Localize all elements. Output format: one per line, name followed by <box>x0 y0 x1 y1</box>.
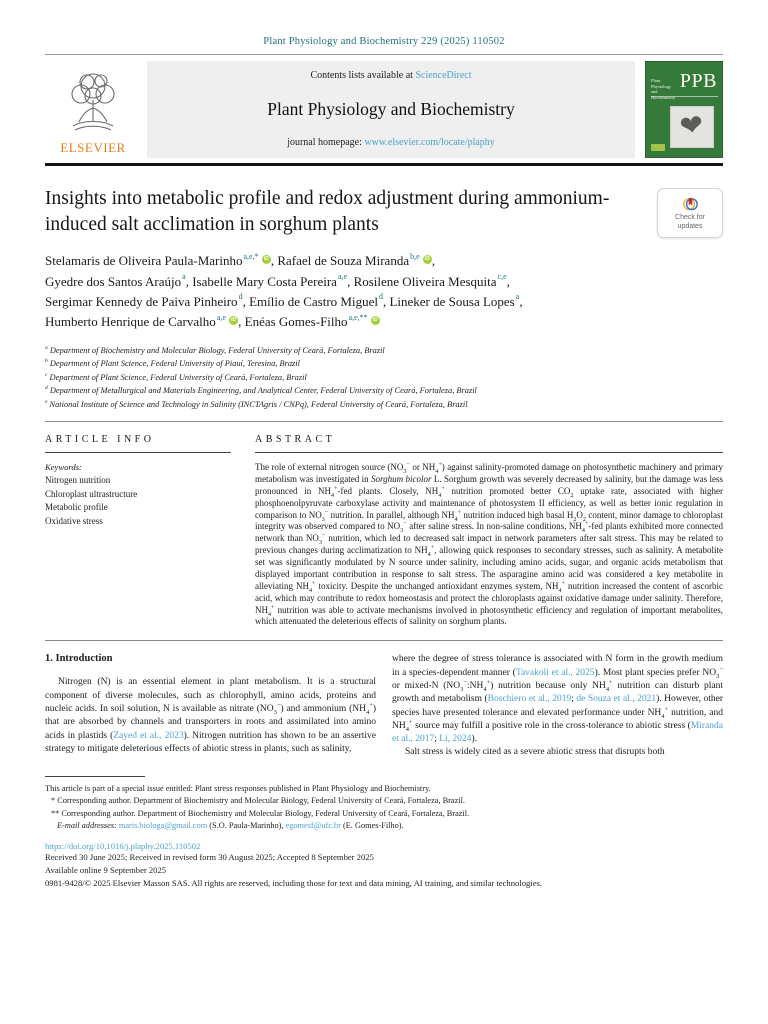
journal-cover <box>645 61 723 158</box>
intro-paragraph: Nitrogen (N) is an essential element in plant metabolism. It is a structural component of diverse molecules, such as chlorophyll, amino acids, proteins and nucleic acids. In soil solution, N is available as nitrate $(NO_3^-)$ and ammonium $(NH_4^+)$ that are absorbed by channels and transporters in roots and assimilated into amino acids in plastids (Zayed et al., 2023). Nitrogen nutrition has shown to be an assertive strategy to mitigate deleterious effects of abiotic stress in plants, such as salinity, <box>45 677 377 754</box>
author-affiliation-sup: a,e,* <box>243 252 259 262</box>
citation-link[interactable]: de Souza et al., 2021 <box>576 694 657 705</box>
doi-block <box>45 841 723 851</box>
doi-link[interactable]: https://doi.org/10.1016/j.plaphy.2025.110502 <box>45 841 201 852</box>
homepage-line <box>153 137 629 148</box>
affiliation-line: $^a$ Department of Biochemistry and Molecular Biology, Federal University of Ceará, Fortaleza, Brazil <box>45 345 385 355</box>
info-abstract-section <box>45 422 723 640</box>
keyword-item: Oxidative stress <box>45 515 103 526</box>
elsevier-tree-icon <box>61 70 125 140</box>
journal-header <box>45 61 723 158</box>
author-affiliation-sup: a,e <box>216 312 226 322</box>
introduction-section <box>45 653 723 759</box>
received-dates: Received 30 June 2025; Received in revised form 30 August 2025; Accepted 8 September 2025 <box>45 852 374 863</box>
citation-link[interactable]: Li, 2024 <box>439 734 472 745</box>
author-name: Rafael de Souza Miranda$^{b,e}$ iD <box>277 252 430 269</box>
author-list: Stelamaris de Oliveira Paula-Marinho$^{a,e,*}$ iD , Rafael de Souza Miranda$^{b,e}$ iD , Gyedre dos Santos Araújo$^a$, Isabelle Mary Costa Pereira$^{a,e}$, Rosilene Oliveira Mesquita$^{c,e}$, Sergimar Kennedy de Paiva Pinheiro$^d$, Emílio de Castro Miguel$^d$, Lineker de Sousa Lopes$^a$, Humberto Henrique de Carvalho$^{a,e}$ iD , Enéas Gomes-Filho$^{a,e,**}$ iD <box>45 252 523 329</box>
author-affiliation-sup: d <box>238 292 243 302</box>
contents-line <box>153 70 629 81</box>
article-info-rule <box>45 452 231 453</box>
email-link[interactable]: egomesf@ufc.br <box>285 821 341 830</box>
author-affiliation-sup: a,e <box>337 272 348 282</box>
email-link[interactable]: maris.biologa@gmail.com <box>118 821 208 830</box>
journal-banner <box>147 61 635 158</box>
author-affiliation-sup: a <box>182 272 186 282</box>
article-info-heading: ARTICLE INFO <box>45 434 155 446</box>
author-name: Sergimar Kennedy de Paiva Pinheiro$^d$ <box>45 292 243 309</box>
journal-title: Plant Physiology and Biochemistry <box>267 98 515 119</box>
corresponding-author-note-2: ** Corresponding author. Department of Biochemistry and Molecular Biology, Federal University of Ceará, Fortaleza, Brazil. <box>51 808 470 818</box>
author-name: Lineker de Sousa Lopes$^a$ <box>389 292 520 309</box>
homepage-prefix: journal homepage: <box>287 137 365 148</box>
homepage-link[interactable]: www.elsevier.com/locate/plaphy <box>364 137 495 148</box>
check-for-updates-label: Check for updates <box>675 214 705 230</box>
check-for-updates-badge[interactable] <box>657 188 723 238</box>
author-affiliation-sup: d <box>378 292 383 302</box>
copyright-line: 0981-9428/© 2025 Elsevier Masson SAS. All rights are reserved, including those for text and data mining, AI training, and similar technologies. <box>45 878 543 889</box>
affiliation-line: $^e$ National Institute of Science and Technology in Salinity (INCTAgris / CNPq), Federal University of Ceará, Fortaleza, Brazil <box>45 398 468 409</box>
top-divider <box>45 54 723 55</box>
intro-paragraph: where the degree of stress tolerance is associated with N form in the growth medium in a species-dependent manner (Tavakoli et al., 2025). Most plant species prefer $NO_3^-$ or mixed-N $(NO_3^-:NH_4^+)$ nutrition because only $NH_4^+$ nutrition can disturb plant growth and metabolism (Boschiero et al., 2019; de Souza et al., 2021). However, other species have presented tolerance and elevated performance under $NH_4^+$ nutrition, and $NH_4^+$ source may fulfill a positive role in the cross-tolerance to abiotic stress (Miranda et al., 2017; Li, 2024). <box>392 654 724 745</box>
author-name: Enéas Gomes-Filho$^{a,e,**}$ iD <box>244 312 378 329</box>
introduction-heading: 1. Introduction <box>45 653 113 665</box>
article-info-column <box>45 434 231 628</box>
available-online: Available online 9 September 2025 <box>45 865 167 876</box>
orcid-icon[interactable]: iD <box>424 256 430 263</box>
footnote-separator <box>45 776 145 777</box>
footnotes <box>45 776 723 833</box>
check-for-updates-icon <box>682 195 699 212</box>
cover-publisher-chip <box>651 144 665 151</box>
sciencedirect-link[interactable]: ScienceDirect <box>415 70 472 81</box>
author-name: Gyedre dos Santos Araújo$^a$ <box>45 272 186 289</box>
intro-left-column <box>45 653 376 759</box>
special-issue-note: This article is part of a special issue entitled: Plant stress responses published in Plant Physiology and Biochemistry. <box>45 783 431 793</box>
author-affiliation-sup: b,e <box>410 252 420 262</box>
affiliation-list <box>45 344 723 411</box>
heart-micrograph-icon: ❤ <box>678 109 706 144</box>
keyword-item: Nitrogen nutrition <box>45 475 111 486</box>
affiliation-line: $^c$ Department of Plant Science, Federal University of Ceará, Fortaleza, Brazil <box>45 371 307 382</box>
keyword-item: Metabolic profile <box>45 502 108 513</box>
orcid-icon[interactable]: iD <box>263 256 269 263</box>
keyword-item: Chloroplast ultrastructure <box>45 488 138 499</box>
cover-micrograph <box>670 106 714 148</box>
header-divider <box>45 163 723 166</box>
journal-reference[interactable]: Plant Physiology and Biochemistry 229 (2025) 110502 <box>263 36 505 47</box>
author-affiliation-sup: a <box>515 292 520 302</box>
abstract-column <box>255 434 723 628</box>
affiliation-line: $^d$ Department of Metallurgical and Materials Engineering, and Analytical Center, Federal University of Ceará, Fortaleza, Brazil <box>45 385 477 396</box>
contents-prefix: Contents lists available at <box>310 70 416 81</box>
orcid-icon[interactable]: iD <box>231 316 237 323</box>
cover-abbreviation: PPB <box>679 70 717 92</box>
elsevier-wordmark: ELSEVIER <box>60 140 126 155</box>
citation-link[interactable]: Boschiero et al., 2019 <box>487 694 572 705</box>
cover-tagline-rule <box>651 96 718 97</box>
abstract-divider <box>45 640 723 641</box>
abstract-heading: ABSTRACT <box>255 434 336 446</box>
article-title: Insights into metabolic profile and redox adjustment during ammonium-induced salt acclimation in sorghum plants <box>45 188 610 235</box>
keyword-list <box>45 474 231 528</box>
email-addresses-note: E-mail addresses: maris.biologa@gmail.com (S.O. Paula-Marinho), egomesf@ufc.br (E. Gomes-Filho). <box>57 821 404 830</box>
author-name: Emílio de Castro Miguel$^d$ <box>249 292 383 309</box>
orcid-icon[interactable]: iD <box>372 316 378 323</box>
author-name: Humberto Henrique de Carvalho$^{a,e}$ iD <box>45 312 237 329</box>
author-name: Isabelle Mary Costa Pereira$^{a,e}$ <box>192 272 348 289</box>
keywords-label: Keywords: <box>45 462 82 473</box>
citation-link[interactable]: Tavakoli et al., 2025 <box>515 667 595 678</box>
citation-link[interactable]: Zayed et al., 2023 <box>113 730 184 741</box>
author-name: Rosilene Oliveira Mesquita$^{c,e}$ <box>353 272 507 289</box>
cover-small-title: Plant Physiology and Biochemistry <box>651 78 676 100</box>
citation-link[interactable]: Miranda et al., 2017 <box>392 720 723 745</box>
affiliation-line: $^b$ Department of Plant Science, Federal University of Piauí, Teresina, Brazil <box>45 358 300 369</box>
intro-right-column <box>392 653 723 759</box>
author-affiliation-sup: c,e <box>497 272 507 282</box>
intro-paragraph: Salt stress is widely cited as a severe abiotic stress that disrupts both <box>405 747 665 758</box>
title-block <box>45 186 723 237</box>
author-affiliation-sup: a,e,** <box>348 312 368 322</box>
corresponding-author-note: * Corresponding author. Department of Biochemistry and Molecular Biology, Federal University of Ceará, Fortaleza, Brazil. <box>51 796 465 806</box>
author-name: Stelamaris de Oliveira Paula-Marinho$^{a,e,*}$ iD <box>45 252 269 269</box>
abstract-text: The role of external nitrogen source ($NO_3^-$ or $NH_4^+$) against salinity-promoted damage on photosynthetic machinery and primary metabolism was investigated in Sorghum bicolor L. Sorghum growth was severely decreased by salinity, but the damage was less pronounced in $NH_4^+$-fed plants. Closely, $NH_4^+$ nutrition promoted better $CO_2$ uptake rate, associated with higher phosphoenolpyruvate carboxylase activity and maintenance of photosystem II efficiency, as well as better ionic regulation in comparison to $NO_3^-$ nutrition. In parallel, although $NH_4^+$ nutrition induced high basal $H_2O_2$ content, minor damage to chloroplast integrity was observed compared to $NO_3^-$ after saline stress. In non-saline conditions, $NH_4^+$-fed plants exhibited more connected network than $NO_3^-$ nutrition, which led to decreased salt impact in network parameters after salt stress. This may be related to previous changes during acclimatization to $NH_4^+$, allowing quick responses to secondary stresses, such as salinity. A metabolite set was significantly modulated by N source under salinity, including amino acids, sugar, and organic acids metabolism that displayed important contribution in response to salt stress. The asparagine amino acid was considered a key metabolite in alleviating $NH_4^+$ toxicity. Despite the unchanged antioxidant enzymes system, $NH_4^+$ nutrition increased the content of ascorbic acid, which may contribute to redox homeostasis and protect the chloroplasts against oxidative damage under salinity. Therefore, $NH_4^+$ nutrition was able to activate mechanisms involved in photosynthetic efficiency and regulation of important metabolites, which attenuated the deleterious effects of salinity on sorghum plants. <box>255 462 724 627</box>
abstract-rule <box>255 452 723 453</box>
elsevier-logo <box>45 61 141 158</box>
